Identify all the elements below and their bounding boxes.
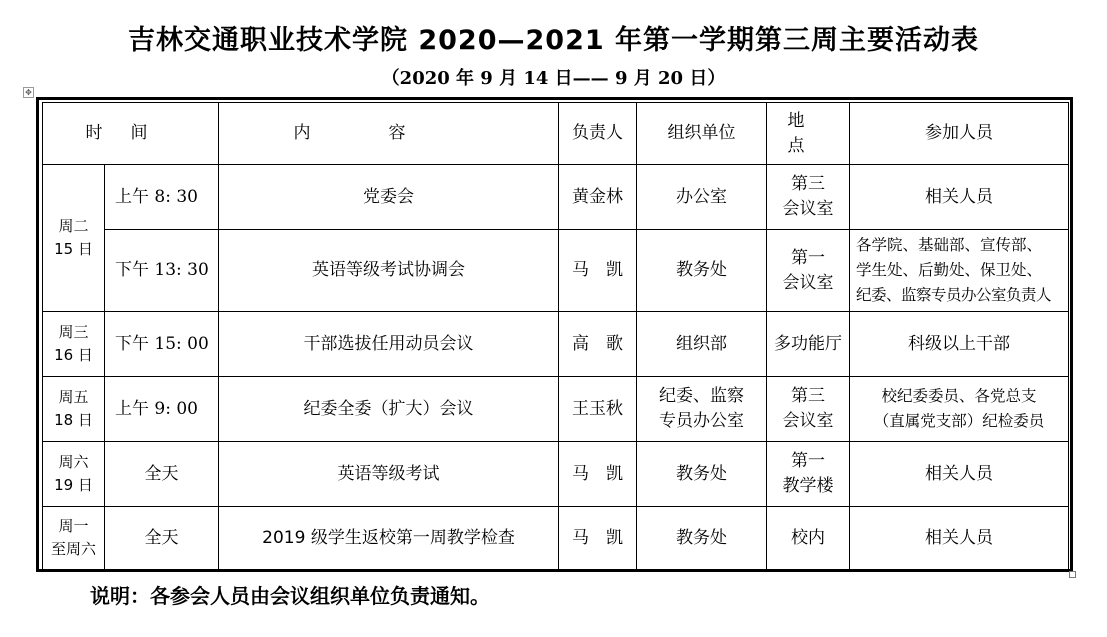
content-cell: 2019 级学生返校第一周教学检查 [219,507,559,570]
unit-cell: 办公室 [637,165,767,230]
person-cell: 马 凯 [559,507,637,570]
unit-cell: 纪委、监察 专员办公室 [637,377,767,442]
time-cell: 下午 13: 30 [105,230,219,312]
content-cell: 干部选拔任用动员会议 [219,312,559,377]
day-cell: 周二 15 日 [43,165,105,312]
table-row [43,507,1069,570]
header-person: 负责人 [559,103,637,165]
header-attendees: 参加人员 [850,103,1069,165]
attendees-cell: 校纪委委员、各党总支 （直属党支部）纪检委员 [850,377,1069,442]
person-cell: 王玉秋 [559,377,637,442]
attendees-cell: 相关人员 [850,442,1069,507]
header-unit: 组织单位 [637,103,767,165]
content-cell: 英语等级考试协调会 [219,230,559,312]
time-cell: 全天 [105,442,219,507]
day-cell: 周六 19 日 [43,442,105,507]
attendees-cell: 科级以上干部 [850,312,1069,377]
unit-cell: 教务处 [637,507,767,570]
attendees-cell: 相关人员 [850,165,1069,230]
header-time: 时间 [43,103,219,165]
table-row [43,377,1069,442]
table-row [43,312,1069,377]
time-cell: 上午 8: 30 [105,165,219,230]
activity-table [42,102,1069,570]
document-subtitle: （2020 年 9 月 14 日—— 9 月 20 日） [381,68,726,89]
document-title: 吉林交通职业技术学院 2020—2021 年第一学期第三周主要活动表 [127,25,980,56]
table-resize-handle[interactable] [1069,571,1076,578]
attendees-cell: 相关人员 [850,507,1069,570]
table-row [43,442,1069,507]
day-cell: 周三 16 日 [43,312,105,377]
unit-cell: 组织部 [637,312,767,377]
person-cell: 马 凯 [559,442,637,507]
place-cell: 校内 [767,507,850,570]
footnote: 说明：各参会人员由会议组织单位负责通知。 [90,584,490,608]
content-cell: 纪委全委（扩大）会议 [219,377,559,442]
person-cell: 高 歌 [559,312,637,377]
header-content: 内容 [219,103,559,165]
place-cell: 第三 会议室 [767,165,850,230]
header-place: 地点 [767,103,850,165]
place-cell: 第一 会议室 [767,230,850,312]
place-cell: 多功能厅 [767,312,850,377]
table-header-row [43,103,1069,165]
time-cell: 全天 [105,507,219,570]
unit-cell: 教务处 [637,442,767,507]
unit-cell: 教务处 [637,230,767,312]
time-cell: 上午 9: 00 [105,377,219,442]
attendees-cell: 各学院、基础部、宣传部、 学生处、后勤处、保卫处、 纪委、监察专员办公室负责人 [850,230,1069,312]
table-move-handle-icon[interactable]: ✥ [23,87,34,98]
day-cell: 周一 至周六 [43,507,105,570]
day-cell: 周五 18 日 [43,377,105,442]
table-row [43,230,1069,312]
table-row [43,165,1069,230]
place-cell: 第三 会议室 [767,377,850,442]
place-cell: 第一 教学楼 [767,442,850,507]
time-cell: 下午 15: 00 [105,312,219,377]
content-cell: 英语等级考试 [219,442,559,507]
person-cell: 马 凯 [559,230,637,312]
content-cell: 党委会 [219,165,559,230]
person-cell: 黄金林 [559,165,637,230]
